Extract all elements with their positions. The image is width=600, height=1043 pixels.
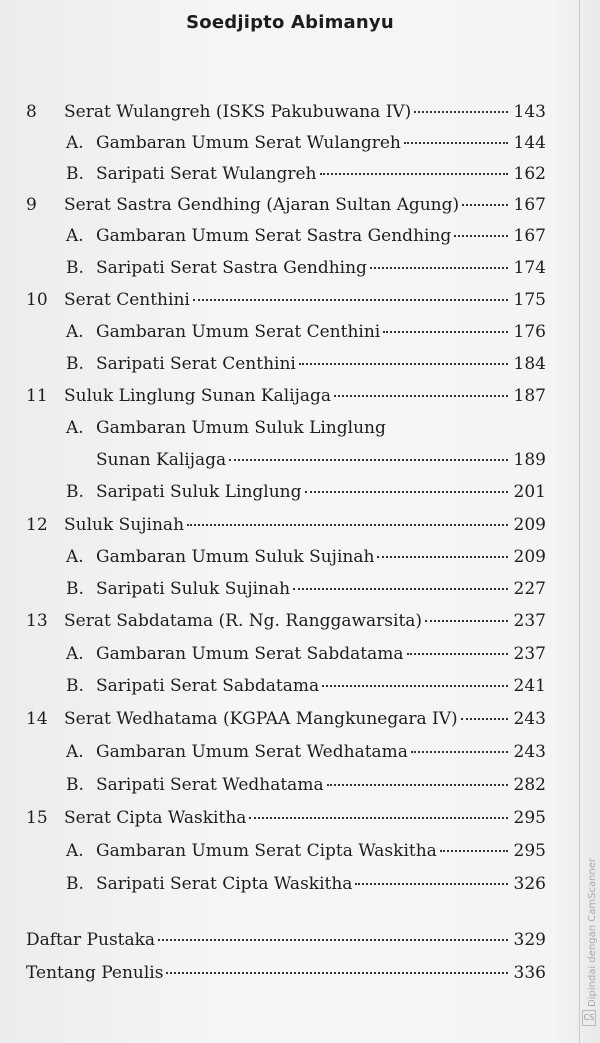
- entry-title: Suluk Linglung Sunan Kalijaga: [64, 386, 332, 406]
- dot-leader: [322, 683, 507, 687]
- dot-leader: [411, 749, 508, 753]
- toc-entry-bibliography: [26, 930, 546, 950]
- page-number: 201: [513, 482, 546, 502]
- page-number: 174: [513, 258, 546, 278]
- entry-title: Serat Cipta Waskitha: [64, 808, 247, 828]
- section-letter: B.: [66, 482, 84, 502]
- page-number: 144: [513, 133, 546, 153]
- page-number: 243: [513, 742, 546, 762]
- dot-leader: [407, 651, 508, 655]
- section-letter: A.: [66, 226, 84, 246]
- dot-leader: [334, 393, 508, 397]
- dot-leader: [293, 586, 507, 590]
- chapter-number: 8: [26, 102, 37, 122]
- toc-entry-9: [26, 195, 546, 215]
- page-number: 187: [513, 386, 546, 406]
- toc-entry-10: [26, 290, 546, 310]
- section-letter: A.: [66, 322, 84, 342]
- dot-leader: [440, 848, 508, 852]
- entry-title: Gambaran Umum Serat Centhini: [96, 322, 381, 342]
- page-number: 209: [513, 515, 546, 535]
- toc-subentry: [66, 841, 546, 861]
- section-letter: A.: [66, 644, 84, 664]
- toc-subentry-continuation: [96, 450, 546, 470]
- entry-title: Gambaran Umum Serat Wulangreh: [96, 133, 401, 153]
- entry-title: Serat Wulangreh (ISKS Pakubuwana IV): [64, 102, 412, 122]
- dot-leader: [454, 233, 507, 237]
- entry-title: Daftar Pustaka: [26, 930, 156, 950]
- page-number: 237: [513, 644, 546, 664]
- dot-leader: [249, 815, 507, 819]
- page-number: 282: [513, 775, 546, 795]
- toc-entry-about-author: [26, 963, 546, 983]
- entry-title: Gambaran Umum Serat Sabdatama: [96, 644, 404, 664]
- dot-leader: [404, 140, 508, 144]
- page-number: 326: [513, 874, 546, 894]
- toc-subentry: [66, 133, 546, 153]
- entry-title: Serat Sastra Gendhing (Ajaran Sultan Agung): [64, 195, 460, 215]
- toc-subentry: [66, 164, 546, 184]
- section-letter: A.: [66, 547, 84, 567]
- page-number: 167: [513, 195, 546, 215]
- section-letter: B.: [66, 579, 84, 599]
- entry-title: Saripati Suluk Linglung: [96, 482, 302, 502]
- entry-title: Saripati Suluk Sujinah: [96, 579, 291, 599]
- page-number: 243: [513, 709, 546, 729]
- dot-leader: [355, 881, 507, 885]
- section-letter: B.: [66, 164, 84, 184]
- dot-leader: [305, 489, 508, 493]
- section-letter: B.: [66, 676, 84, 696]
- dot-leader: [383, 329, 507, 333]
- section-letter: A.: [66, 841, 84, 861]
- page-number: 329: [513, 930, 546, 950]
- section-letter: B.: [66, 354, 84, 374]
- entry-title: Saripati Serat Sastra Gendhing: [96, 258, 367, 278]
- toc-subentry: [66, 579, 546, 599]
- toc-entry-15: [26, 808, 546, 828]
- toc-subentry: [66, 775, 546, 795]
- page-edge: [579, 0, 580, 1043]
- chapter-number: 13: [26, 611, 48, 631]
- section-letter: B.: [66, 258, 84, 278]
- page-number: 175: [513, 290, 546, 310]
- toc-subentry: [66, 644, 546, 664]
- dot-leader: [461, 716, 508, 720]
- toc-subentry: [66, 354, 546, 374]
- section-letter: A.: [66, 418, 84, 438]
- page-number: 176: [513, 322, 546, 342]
- toc-subentry: [66, 742, 546, 762]
- entry-title: Saripati Serat Centhini: [96, 354, 296, 374]
- entry-title: Serat Wedhatama (KGPAA Mangkunegara IV): [64, 709, 458, 729]
- toc-subentry: [66, 226, 546, 246]
- entry-title: Saripati Serat Cipta Waskitha: [96, 874, 353, 894]
- dot-leader: [370, 265, 508, 269]
- dot-leader: [229, 457, 507, 461]
- entry-title: Gambaran Umum Suluk Linglung: [96, 418, 386, 438]
- chapter-number: 11: [26, 386, 48, 406]
- toc-subentry: [66, 322, 546, 342]
- entry-title: Sunan Kalijaga: [96, 450, 227, 470]
- entry-title: Tentang Penulis: [26, 963, 164, 983]
- section-letter: A.: [66, 742, 84, 762]
- entry-title: Serat Sabdatama (R. Ng. Ranggawarsita): [64, 611, 423, 631]
- entry-title: Suluk Sujinah: [64, 515, 185, 535]
- entry-title: Saripati Serat Wedhatama: [96, 775, 324, 795]
- running-header-author: Soedjipto Abimanyu: [186, 12, 394, 33]
- entry-title: Saripati Serat Sabdatama: [96, 676, 320, 696]
- dot-leader: [299, 361, 508, 365]
- chapter-number: 14: [26, 709, 48, 729]
- chapter-number: 15: [26, 808, 48, 828]
- dot-leader: [377, 554, 507, 558]
- page-number: 237: [513, 611, 546, 631]
- section-letter: A.: [66, 133, 84, 153]
- entry-title: Saripati Serat Wulangreh: [96, 164, 317, 184]
- toc-entry-11: [26, 386, 546, 406]
- page-number: 295: [513, 841, 546, 861]
- toc-entry-13: [26, 611, 546, 631]
- entry-title: Gambaran Umum Serat Cipta Waskitha: [96, 841, 437, 861]
- page-number: 143: [513, 102, 546, 122]
- dot-leader: [166, 970, 507, 974]
- dot-leader: [187, 522, 508, 526]
- dot-leader: [158, 937, 507, 941]
- dot-leader: [193, 297, 508, 301]
- toc-subentry: [66, 482, 546, 502]
- page-number: 162: [513, 164, 546, 184]
- toc-entry-14: [26, 709, 546, 729]
- chapter-number: 12: [26, 515, 48, 535]
- dot-leader: [414, 109, 507, 113]
- toc-subentry: [66, 676, 546, 696]
- toc-subentry: [66, 874, 546, 894]
- page-number: 227: [513, 579, 546, 599]
- camscanner-logo-icon: CS: [582, 1010, 596, 1026]
- entry-title: Serat Centhini: [64, 290, 190, 310]
- page-number: 209: [513, 547, 546, 567]
- page-number: 189: [513, 450, 546, 470]
- scanner-watermark: Dipindai dengan CamScanner: [587, 858, 598, 1007]
- page-number: 184: [513, 354, 546, 374]
- dot-leader: [462, 202, 507, 206]
- toc-entry-12: [26, 515, 546, 535]
- toc-subentry: [66, 547, 546, 567]
- entry-title: Gambaran Umum Serat Sastra Gendhing: [96, 226, 452, 246]
- section-letter: B.: [66, 775, 84, 795]
- page-number: 295: [513, 808, 546, 828]
- page-number: 336: [513, 963, 546, 983]
- dot-leader: [320, 171, 508, 175]
- entry-title: Gambaran Umum Serat Wedhatama: [96, 742, 408, 762]
- dot-leader: [327, 782, 508, 786]
- chapter-number: 9: [26, 195, 37, 215]
- toc-entry-8: [26, 102, 546, 122]
- entry-title: Gambaran Umum Suluk Sujinah: [96, 547, 375, 567]
- toc-subentry: [66, 258, 546, 278]
- dot-leader: [425, 618, 507, 622]
- chapter-number: 10: [26, 290, 48, 310]
- section-letter: B.: [66, 874, 84, 894]
- toc-subentry: [66, 418, 546, 438]
- page-number: 167: [513, 226, 546, 246]
- page-number: 241: [513, 676, 546, 696]
